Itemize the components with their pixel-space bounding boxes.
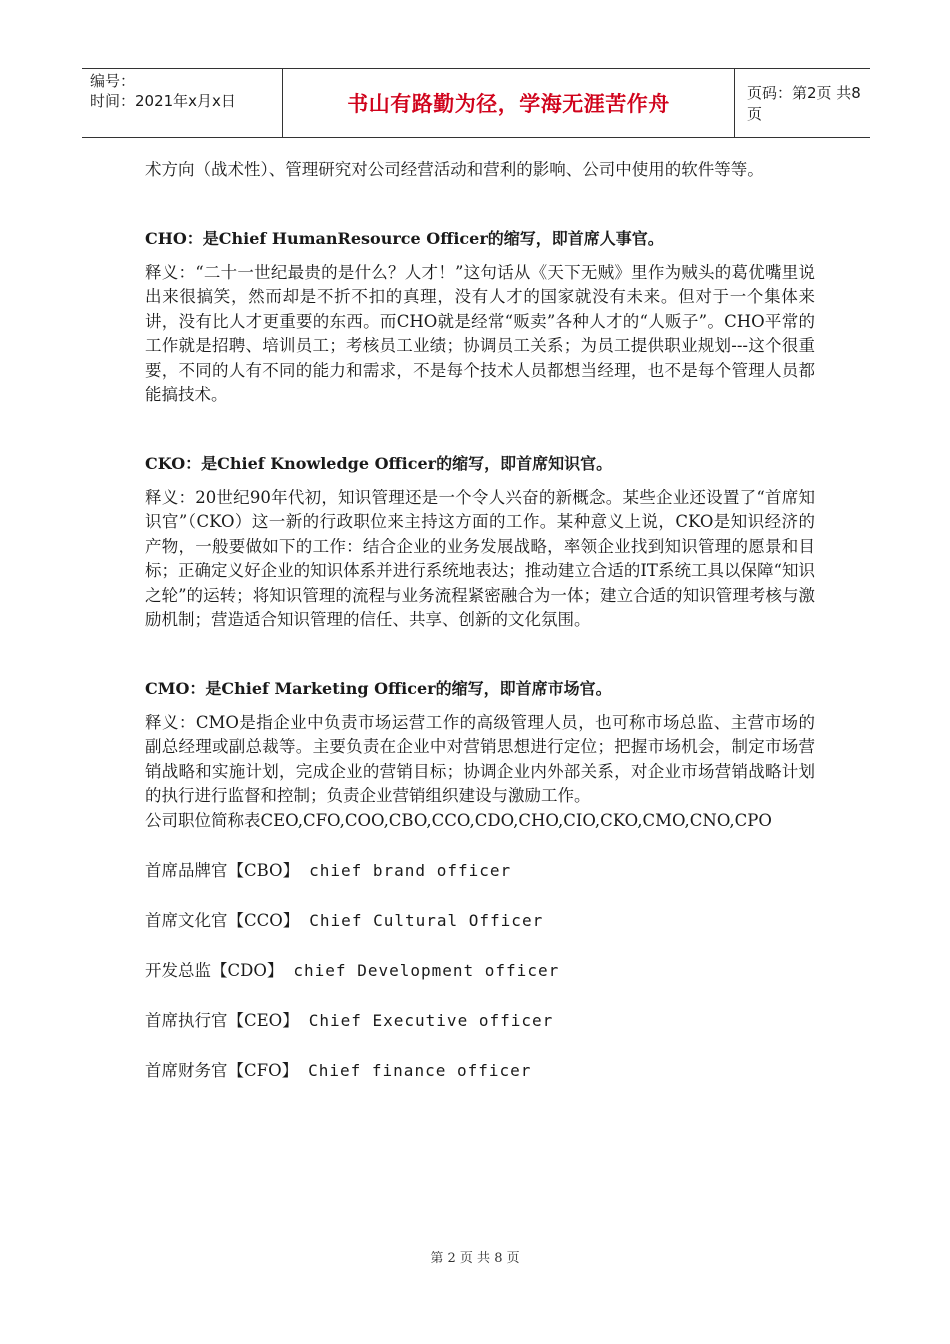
section-body-cko: 释义：20世纪90年代初，知识管理还是一个令人兴奋的新概念。某些企业还设置了“首席知识官”（CKO）这一新的行政职位来主持这方面的工作。某种意义上说，CKO是知识经济的产物，一般要做如下的工作：结合企业的业务发展战略，率领企业找到知识管理的愿景和目标；正确定义好企业的知识体系并进行系统地表达；推动建立合适的IT系统工具以保障“知识之轮”的运转；将知识管理的流程与业务流程紧密融合为一体；建立合适的知识管理考核与激励机制；营造适合知识管理的信任、共享、创新的文化氛围。 — [145, 487, 815, 629]
header-motto-cell — [282, 69, 735, 137]
position-item — [145, 959, 815, 983]
section-heading-cmo: CMO：是Chief Marketing Officer的缩写，即首席市场官。 — [145, 678, 612, 698]
position-en: chief Development officer — [293, 961, 560, 980]
section-heading-cho: CHO：是Chief HumanResource Officer的缩写，即首席人事官。 — [145, 228, 664, 248]
position-cn: 开发总监【CDO】 — [145, 961, 284, 980]
position-cn: 首席财务官【CFO】 — [145, 1061, 299, 1080]
section-body-cho: 释义：“二十一世纪最贵的是什么？人才！”这句话从《天下无贼》里作为贼头的葛优嘴里说出来很搞笑，然而却是不折不扣的真理，没有人才的国家就没有未来。但对于一个集体来讲，没有比人才更重要的东西。而CHO就是经常“贩卖”各种人才的“人贩子”。CHO平常的工作就是招聘、培训员工；考核员工业绩；协调员工关系；为员工提供职业规划---这个很重要，不同的人有不同的能力和需求，不是每个技术人员都想当经理，也不是每个管理人员都能搞技术。 — [145, 262, 815, 404]
position-item — [145, 859, 815, 883]
document-number-label: 编号： — [90, 72, 136, 90]
position-en: chief brand officer — [309, 861, 512, 880]
document-date: 时间：2021年x月x日 — [90, 92, 236, 110]
position-en: Chief Executive officer — [308, 1011, 554, 1030]
header-motto: 书山有路勤为径，学海无涯苦作舟 — [347, 92, 670, 116]
position-item — [145, 909, 815, 933]
abbreviation-table-title: 公司职位简称表CEO,CFO,COO,CBO,CCO,CDO,CHO,CIO,CKO,CMO,CNO,CPO — [145, 810, 772, 830]
position-cn: 首席文化官【CCO】 — [145, 911, 300, 930]
header-meta — [82, 69, 282, 137]
position-en: Chief finance officer — [308, 1061, 532, 1080]
position-cn: 首席执行官【CEO】 — [145, 1011, 299, 1030]
page-footer: 第 2 页 共 8 页 — [430, 1251, 520, 1266]
position-en: Chief Cultural Officer — [309, 911, 544, 930]
section-heading-cko: CKO：是Chief Knowledge Officer的缩写，即首席知识官。 — [145, 453, 613, 473]
section-body-cmo: 释义：CMO是指企业中负责市场运营工作的高级管理人员，也可称市场总监、主营市场的副总经理或副总裁等。主要负责在企业中对营销思想进行定位；把握市场机会，制定市场营销战略和实施计划，完成企业的营销目标；协调企业内外部关系，对企业市场营销战略计划的执行进行监督和控制；负责企业营销组织建设与激励工作。 — [145, 712, 815, 805]
document-body — [145, 158, 815, 1109]
intro-continuation: 术方向（战术性）、管理研究对公司经营活动和营利的影响、公司中使用的软件等等。 — [145, 160, 764, 179]
position-cn: 首席品牌官【CBO】 — [145, 861, 300, 880]
position-item — [145, 1009, 815, 1033]
page-header — [82, 68, 870, 138]
header-page-number: 页码：第2页 共8页 — [747, 84, 861, 123]
position-item — [145, 1059, 815, 1083]
